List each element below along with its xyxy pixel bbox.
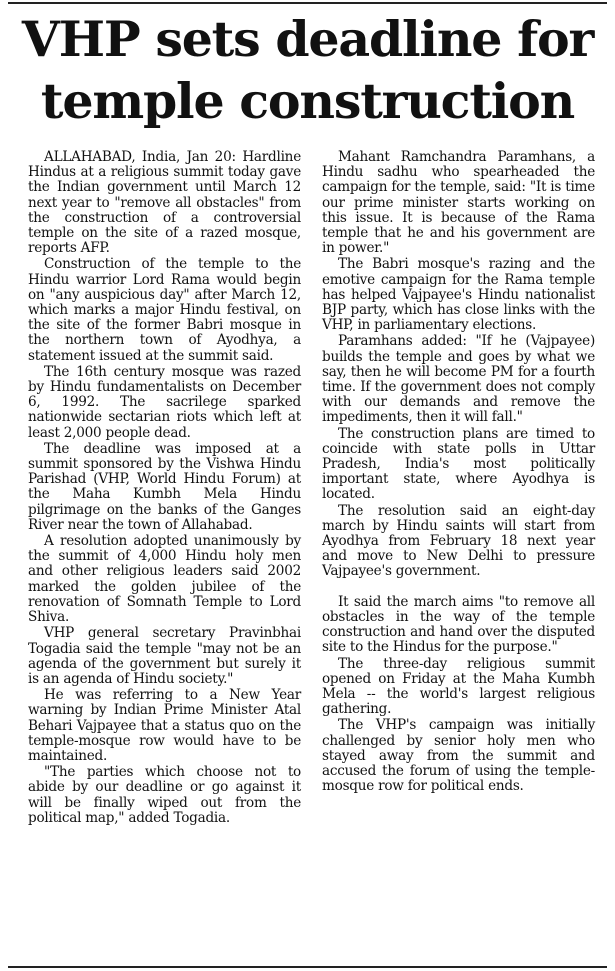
bottom-rule — [8, 966, 607, 968]
paragraph: Construction of the temple to the Hindu warrior Lord Rama would begin on "any auspicious day" after March 12, which marks a major Hindu festival, on the site of the former Babri mosque in the northern town of Ayodhya, a statement issued at the summit said. — [28, 256, 301, 364]
paragraph: "The parties which choose not to abide by our deadline or go against it will be finally wiped out from the political map," added Togadia. — [28, 764, 301, 826]
paragraph: VHP general secretary Pravinbhai Togadia said the temple "may not be an agenda of the government but surely it is an agenda of Hindu society." — [28, 625, 301, 687]
paragraph: The 16th century mosque was razed by Hindu fundamentalists on December 6, 1992. The sacrilege sparked nationwide sectarian riots which left at least 2,000 people dead. — [28, 363, 301, 441]
paragraph: The three-day religious summit opened on Friday at the Maha Kumbh Mela -- the world's largest religious gathering. — [322, 655, 595, 718]
paragraph: The construction plans are timed to coincide with state polls in Uttar Pradesh, India's most politically important state, where Ayodhya is located. — [322, 425, 595, 503]
headline-line-2: temple construction — [40, 72, 575, 130]
headline — [0, 8, 615, 132]
left-column — [28, 150, 301, 943]
paragraph: A resolution adopted unanimously by the summit of 4,000 Hindu holy men and other religious leaders said 2002 marked the golden jubilee of the renovation of Somnath Temple to Lord Shiva. — [28, 533, 301, 626]
paragraph: ALLAHABAD, India, Jan 20: Hardline Hindus at a religious summit today gave the Indian government until March 12 next year to "remove all obstacles" from the construction of a controversial temple on the site of a razed mosque, reports AFP. — [28, 149, 301, 257]
headline-line-1: VHP sets deadline for — [21, 10, 594, 68]
paragraph: The Babri mosque's razing and the emotive campaign for the Rama temple has helped Vajpayee's Hindu nationalist BJP party, which has close links with the VHP, in parliamentary elections. — [322, 256, 595, 334]
paragraph: Paramhans added: "If he (Vajpayee) builds the temple and goes by what we say, then he will become PM for a fourth time. If the government does not comply with our demands and remove the impediments, then it will fall." — [322, 333, 595, 426]
article-body — [28, 150, 595, 943]
paragraph: Mahant Ramchandra Paramhans, a Hindu sadhu who spearheaded the campaign for the temple, said: "It is time our prime minister starts working on this issue. It is because of the Rama temple that he and his government are in power." — [322, 149, 595, 257]
top-rule — [8, 2, 607, 4]
paragraph: It said the march aims "to remove all obstacles in the way of the temple construction and hand over the disputed site to the Hindus for the purpose." — [322, 593, 595, 656]
paragraph: The deadline was imposed at a summit sponsored by the Vishwa Hindu Parishad (VHP, World Hindu Forum) at the Maha Kumbh Mela Hindu pilgrimage on the banks of the Ganges River near the town of Allahabad. — [28, 440, 301, 533]
right-column — [322, 150, 595, 943]
paragraph: The VHP's campaign was initially challenged by senior holy men who stayed away from the summit and accused the forum of using the temple-mosque row for political ends. — [322, 717, 595, 795]
paragraph: He was referring to a New Year warning by Indian Prime Minister Atal Behari Vajpayee that a status quo on the temple-mosque row would have to be maintained. — [28, 687, 301, 764]
paragraph: The resolution said an eight-day march by Hindu saints will start from Ayodhya from February 18 next year and move to New Delhi to pressure Vajpayee's government. — [322, 502, 595, 580]
